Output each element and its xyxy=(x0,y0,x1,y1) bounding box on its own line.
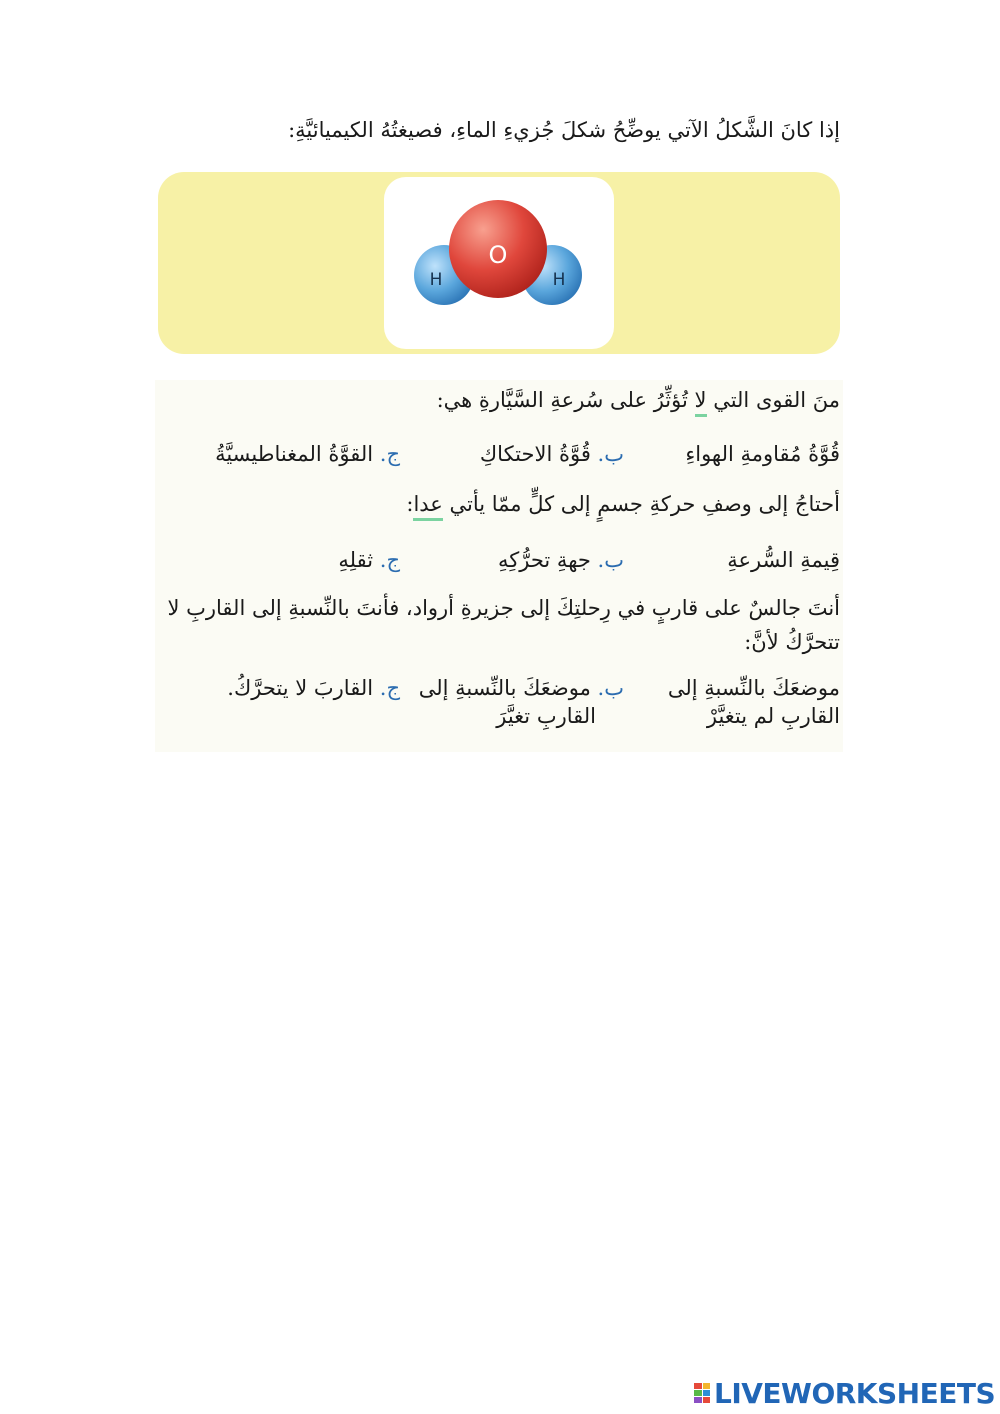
question-2-stem xyxy=(437,388,840,412)
q2-option-c[interactable] xyxy=(215,442,400,466)
water-molecule-diagram xyxy=(384,177,614,349)
option-text: قُوَّةُ الاحتكاكِ xyxy=(479,442,591,466)
logo-grid-icon xyxy=(694,1383,710,1403)
option-text: قُوَّةُ مُقاومةِ الهواءِ xyxy=(685,442,840,466)
hydrogen-label-left: H xyxy=(429,270,443,290)
option-text: موضعَكَ بالنِّسبةِ إلى xyxy=(418,676,591,700)
q3-option-c[interactable] xyxy=(338,548,400,572)
q4-option-a[interactable] xyxy=(668,676,840,728)
option-letter: ب. xyxy=(597,548,624,572)
oxygen-label: O xyxy=(488,241,508,269)
question-4-stem-line2: تتحرَّكُ لأنَّ: xyxy=(744,630,840,654)
question-3-stem xyxy=(406,492,840,516)
stem-underlined: لا xyxy=(695,388,707,417)
q3-option-a[interactable] xyxy=(727,548,840,572)
option-letter: ج. xyxy=(379,442,400,466)
stem-text: أحتاجُ إلى وصفِ حركةِ جسمٍ إلى كلٍّ ممّا يأتي xyxy=(442,492,840,516)
option-text: موضعَكَ بالنِّسبةِ إلى xyxy=(667,676,840,700)
stem-text: منَ القوى التي xyxy=(706,388,840,412)
option-text: القوَّةُ المغناطيسيَّةُ xyxy=(215,442,374,466)
hydrogen-label-right: H xyxy=(552,270,566,290)
option-letter: ب. xyxy=(597,676,624,700)
q2-option-a[interactable] xyxy=(685,442,840,466)
q4-option-b[interactable] xyxy=(419,676,624,728)
stem-text: : xyxy=(406,492,414,516)
liveworksheets-logo[interactable] xyxy=(694,1376,995,1410)
q2-option-b[interactable] xyxy=(480,442,624,466)
stem-text: تُؤثِّرُ على سُرعةِ السَّيَّارةِ هي: xyxy=(436,388,695,412)
option-letter: ج. xyxy=(379,548,400,572)
option-text: جهةِ تحرُّكِهِ xyxy=(498,548,591,572)
option-letter: ج. xyxy=(379,676,400,700)
option-text-line2: القاربِ لم يتغيَّرْ xyxy=(706,704,840,728)
option-text: قِيمةِ السُّرعةِ xyxy=(727,548,840,572)
question-4-stem-line1: أنتَ جالسٌ على قاربٍ في رِحلتِكَ إلى جزيرةِ أرواد، فأنتَ بالنِّسبةِ إلى القاربِ لا xyxy=(167,596,840,620)
stem-underlined: عدا xyxy=(413,492,442,521)
q3-option-b[interactable] xyxy=(498,548,624,572)
brand-text: LIVEWORKSHEETS xyxy=(714,1376,996,1410)
option-letter: ب. xyxy=(597,442,624,466)
option-text: ثقلِهِ xyxy=(338,548,374,572)
option-text-line2: القاربِ تغيَّرَ xyxy=(496,704,596,728)
option-text: القاربَ لا يتحرَّكُ. xyxy=(227,676,374,700)
intro-question: إذا كانَ الشَّكلُ الآتي يوضِّحُ شكلَ جُزيءِ الماءِ، فصيغتُهُ الكيميائيَّةِ: xyxy=(288,118,840,142)
q4-option-c[interactable] xyxy=(227,676,400,700)
